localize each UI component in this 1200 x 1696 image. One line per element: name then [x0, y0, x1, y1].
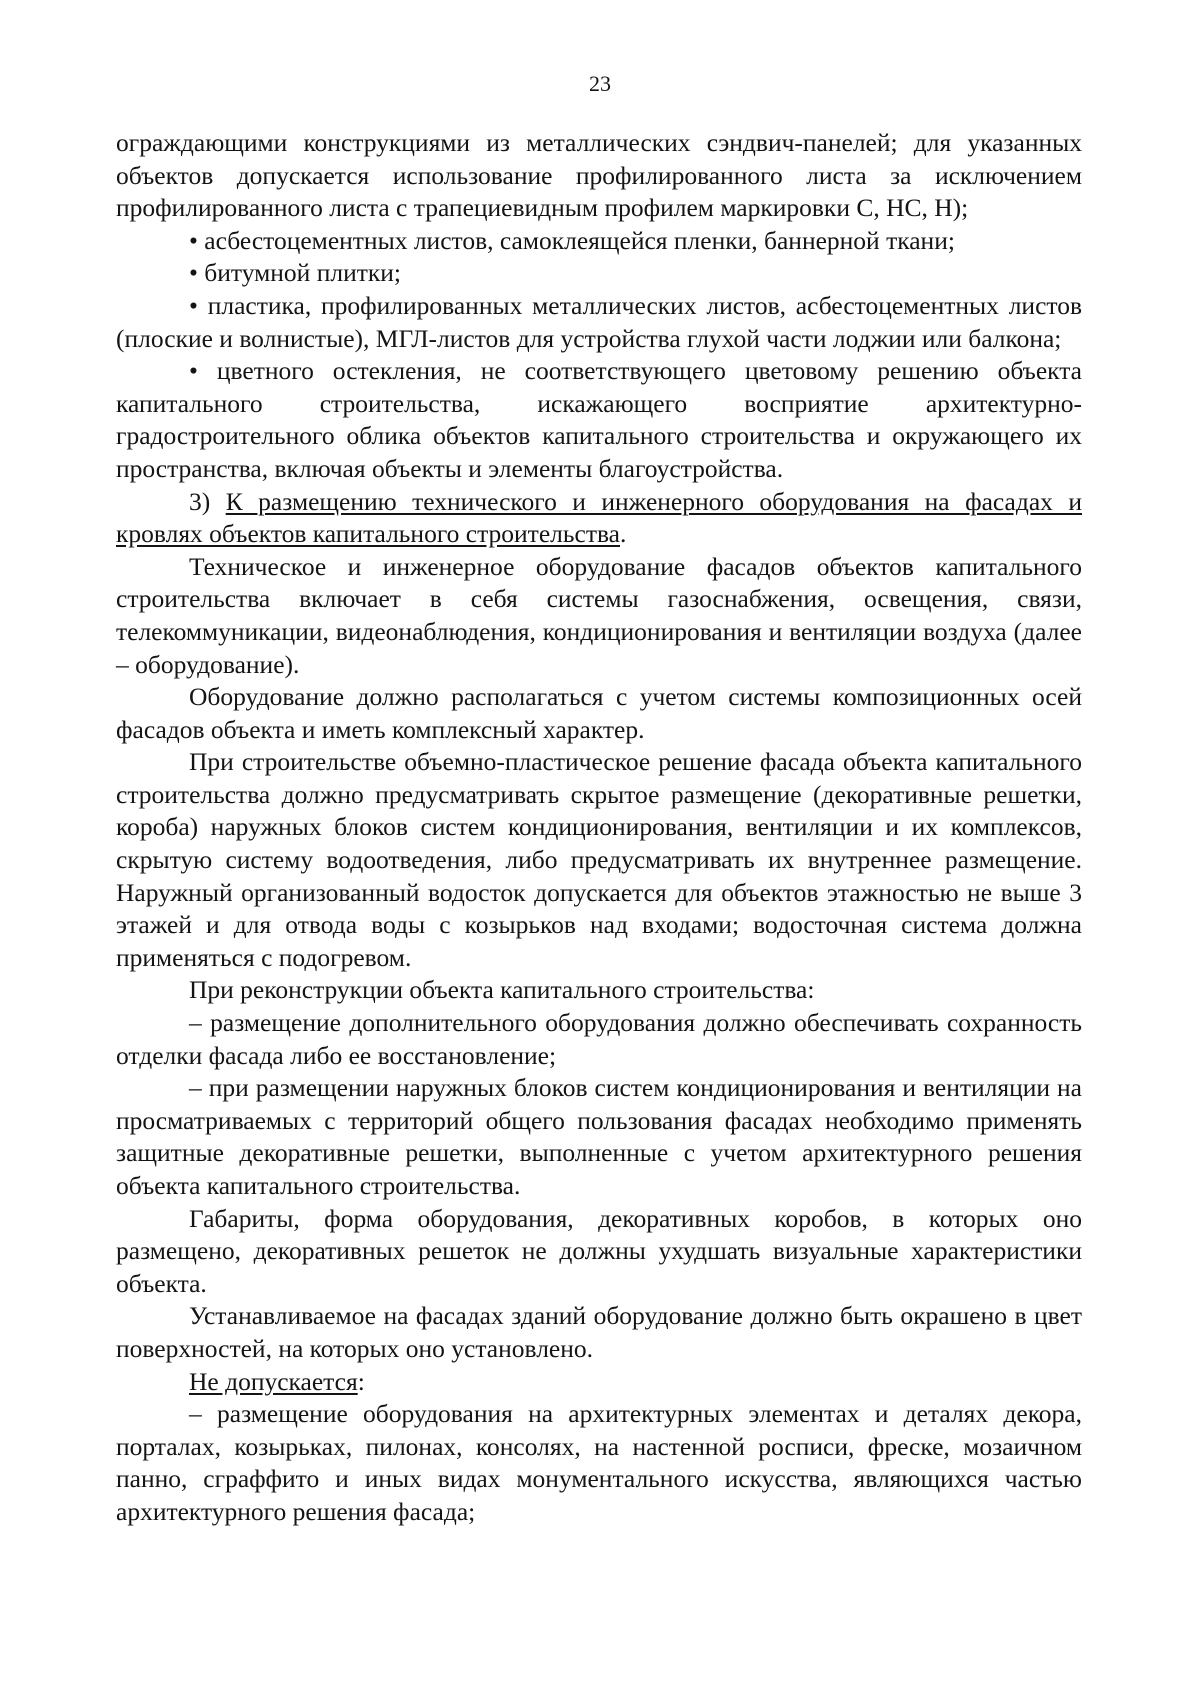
subheading-not-allowed [116, 1366, 1082, 1399]
paragraph-color-requirement: Устанавливаемое на фасадах зданий оборудование должно быть окрашено в цвет поверхностей, на которых оно установлено. [116, 1301, 1082, 1363]
document-body [116, 127, 1082, 1529]
subheading-not-allowed-text: Не допускается [189, 1366, 358, 1396]
paragraph-continuation: ограждающими конструкциями из металлических сэндвич-панелей; для указанных объектов допускается использование профилированного листа за исключением профилированного листа с трапециевидным профилем маркировки С, НС, Н); [116, 128, 1082, 223]
paragraph-construction-requirements: При строительстве объемно-пластическое решение фасада объекта капитального строительства должно предусматривать скрытое размещение (декоративные решетки, короба) наружных блоков систем кондиционирования, вентиляции и их комплексов, скрытую систему водоотведения, либо предусматривать их внутреннее размещение. Наружный организованный водосток допускается для объектов этажностью не выше 3 этажей и для отвода воды с козырьков над входами; водосточная система должна применяться с подогревом. [116, 747, 1082, 972]
section-heading-end: . [620, 519, 627, 549]
dash-item-protective-grilles: – при размещении наружных блоков систем кондиционирования и вентиляции на просматриваемых с территорий общего пользования фасадах необходимо применять защитные декоративные решетки, выполненные с учетом архитектурного решения объекта капитального строительства. [116, 1073, 1082, 1200]
bullet-item-asbestos-sheets: • асбестоцементных листов, самоклеящейся пленки, баннерной ткани; [189, 225, 955, 255]
subheading-colon: : [357, 1366, 365, 1396]
page-number: 23 [589, 71, 611, 96]
dash-item-decor-placement: – размещение оборудования на архитектурных элементах и деталях декора, порталах, козырьках, пилонах, консолях, на настенной росписи, фреске, мозаичном панно, сграффито и иных видах монументального искусства, являющихся частью архитектурного решения фасада; [116, 1399, 1082, 1526]
section-heading-equipment [116, 486, 1082, 551]
section-heading-text: К размещению технического и инженерного оборудования на фасадах и кровлях объектов капитального строительства [116, 486, 1082, 549]
bullet-item-colored-glazing: • цветного остекления, не соответствующего цветовому решению объекта капитального строительства, искажающего восприятие архитектурно-градостроительного облика объектов капитального строительства и окружающего их пространства, включая объекты и элементы благоустройства. [116, 356, 1082, 483]
dash-item-finish-preservation: – размещение дополнительного оборудования должно обеспечивать сохранность отделки фасада либо ее восстановление; [116, 1008, 1082, 1070]
bullet-item-bitumen-tiles: • битумной плитки; [189, 258, 401, 288]
paragraph-equipment-definition: Техническое и инженерное оборудование фасадов объектов капитального строительства включает в себя системы газоснабжения, освещения, связи, телекоммуникации, видеонаблюдения, кондиционирования и вентиляции воздуха (далее – оборудование). [116, 551, 1082, 679]
paragraph-dimensions: Габариты, форма оборудования, декоративных коробов, в которых оно размещено, декоративных решеток не должны ухудшать визуальные характеристики объекта. [116, 1203, 1082, 1298]
section-number: 3) [189, 486, 226, 516]
bullet-item-plastic-sheets: • пластика, профилированных металлических листов, асбестоцементных листов (плоские и волнистые), МГЛ-листов для устройства глухой части лоджии или балкона; [116, 290, 1082, 353]
paragraph-equipment-placement: Оборудование должно располагаться с учетом системы композиционных осей фасадов объекта и иметь комплексный характер. [116, 682, 1082, 744]
paragraph-reconstruction-intro: При реконструкции объекта капитального строительства: [189, 975, 815, 1005]
